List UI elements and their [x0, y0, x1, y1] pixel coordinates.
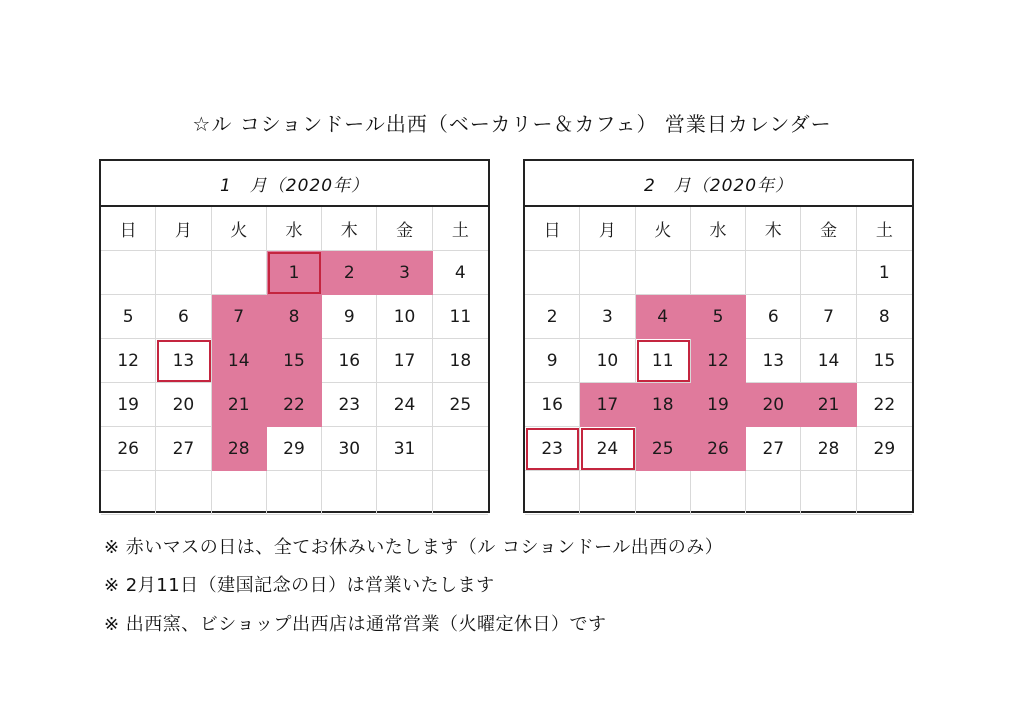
empty-cell — [433, 427, 488, 471]
empty-cell — [156, 471, 211, 515]
empty-cell — [746, 251, 801, 295]
day-cell: 1 — [267, 251, 322, 295]
empty-cell — [322, 471, 377, 515]
weekday-header: 火 — [636, 207, 691, 251]
day-cell: 2 — [525, 295, 580, 339]
empty-cell — [212, 251, 267, 295]
page-title: ☆ル コションドール出西（ベーカリー＆カフェ） 営業日カレンダー — [192, 112, 832, 136]
day-cell: 4 — [433, 251, 488, 295]
day-cell: 29 — [857, 427, 912, 471]
day-cell: 12 — [691, 339, 746, 383]
empty-cell — [636, 251, 691, 295]
day-cell: 15 — [857, 339, 912, 383]
day-cell: 26 — [101, 427, 156, 471]
day-cell: 1 — [857, 251, 912, 295]
day-cell: 22 — [267, 383, 322, 427]
empty-cell — [857, 471, 912, 515]
day-cell: 31 — [377, 427, 432, 471]
empty-cell — [636, 471, 691, 515]
empty-cell — [101, 471, 156, 515]
weekday-header: 月 — [580, 207, 635, 251]
day-cell: 16 — [525, 383, 580, 427]
day-cell: 13 — [746, 339, 801, 383]
weekday-header: 木 — [322, 207, 377, 251]
day-cell: 24 — [377, 383, 432, 427]
day-cell: 26 — [691, 427, 746, 471]
day-cell: 25 — [636, 427, 691, 471]
weekday-header: 水 — [691, 207, 746, 251]
day-cell: 14 — [801, 339, 856, 383]
empty-cell — [267, 471, 322, 515]
day-cell: 18 — [636, 383, 691, 427]
day-cell: 12 — [101, 339, 156, 383]
weekday-header: 火 — [212, 207, 267, 251]
day-cell: 27 — [746, 427, 801, 471]
calendar-month-header: 2 月（2020年） — [525, 161, 912, 207]
day-cell: 18 — [433, 339, 488, 383]
day-cell: 10 — [580, 339, 635, 383]
day-cell: 20 — [746, 383, 801, 427]
empty-cell — [691, 251, 746, 295]
empty-cell — [801, 251, 856, 295]
weekday-header: 日 — [101, 207, 156, 251]
empty-cell — [101, 251, 156, 295]
weekday-header: 金 — [801, 207, 856, 251]
day-cell: 19 — [101, 383, 156, 427]
day-cell: 10 — [377, 295, 432, 339]
weekday-header: 水 — [267, 207, 322, 251]
empty-cell — [801, 471, 856, 515]
day-cell: 29 — [267, 427, 322, 471]
note-other-shops: ※ 出西窯、ビショップ出西店は通常営業（火曜定休日）です — [104, 614, 607, 635]
day-cell: 28 — [801, 427, 856, 471]
empty-cell — [156, 251, 211, 295]
day-cell: 21 — [801, 383, 856, 427]
day-cell: 27 — [156, 427, 211, 471]
empty-cell — [580, 471, 635, 515]
calendar-february — [523, 159, 914, 513]
day-cell: 4 — [636, 295, 691, 339]
day-cell: 17 — [580, 383, 635, 427]
weekday-header: 月 — [156, 207, 211, 251]
weekday-header: 土 — [433, 207, 488, 251]
empty-cell — [525, 471, 580, 515]
day-cell: 24 — [580, 427, 635, 471]
weekday-header: 木 — [746, 207, 801, 251]
day-cell: 2 — [322, 251, 377, 295]
day-cell: 9 — [525, 339, 580, 383]
day-cell: 21 — [212, 383, 267, 427]
day-cell: 11 — [433, 295, 488, 339]
weekday-header: 土 — [857, 207, 912, 251]
day-cell: 14 — [212, 339, 267, 383]
day-cell: 16 — [322, 339, 377, 383]
day-cell: 3 — [377, 251, 432, 295]
empty-cell — [580, 251, 635, 295]
day-cell: 9 — [322, 295, 377, 339]
day-cell: 13 — [156, 339, 211, 383]
day-cell: 7 — [212, 295, 267, 339]
note-closed-days: ※ 赤いマスの日は、全てお休みいたします（ル コションドール出西のみ） — [104, 537, 724, 558]
empty-cell — [525, 251, 580, 295]
calendar-month-header: 1 月（2020年） — [101, 161, 488, 207]
day-cell: 17 — [377, 339, 432, 383]
day-cell: 23 — [525, 427, 580, 471]
day-cell: 15 — [267, 339, 322, 383]
empty-cell — [691, 471, 746, 515]
day-cell: 7 — [801, 295, 856, 339]
calendar-grid — [101, 207, 488, 515]
weekday-header: 日 — [525, 207, 580, 251]
empty-cell — [746, 471, 801, 515]
day-cell: 22 — [857, 383, 912, 427]
day-cell: 3 — [580, 295, 635, 339]
empty-cell — [377, 471, 432, 515]
weekday-header: 金 — [377, 207, 432, 251]
day-cell: 5 — [691, 295, 746, 339]
note-national-holiday: ※ 2月11日（建国記念の日）は営業いたします — [104, 575, 495, 596]
day-cell: 8 — [267, 295, 322, 339]
day-cell: 20 — [156, 383, 211, 427]
day-cell: 11 — [636, 339, 691, 383]
day-cell: 19 — [691, 383, 746, 427]
day-cell: 6 — [156, 295, 211, 339]
day-cell: 6 — [746, 295, 801, 339]
calendar-grid — [525, 207, 912, 515]
day-cell: 5 — [101, 295, 156, 339]
empty-cell — [433, 471, 488, 515]
day-cell: 28 — [212, 427, 267, 471]
calendar-january — [99, 159, 490, 513]
day-cell: 23 — [322, 383, 377, 427]
day-cell: 8 — [857, 295, 912, 339]
day-cell: 25 — [433, 383, 488, 427]
empty-cell — [212, 471, 267, 515]
day-cell: 30 — [322, 427, 377, 471]
